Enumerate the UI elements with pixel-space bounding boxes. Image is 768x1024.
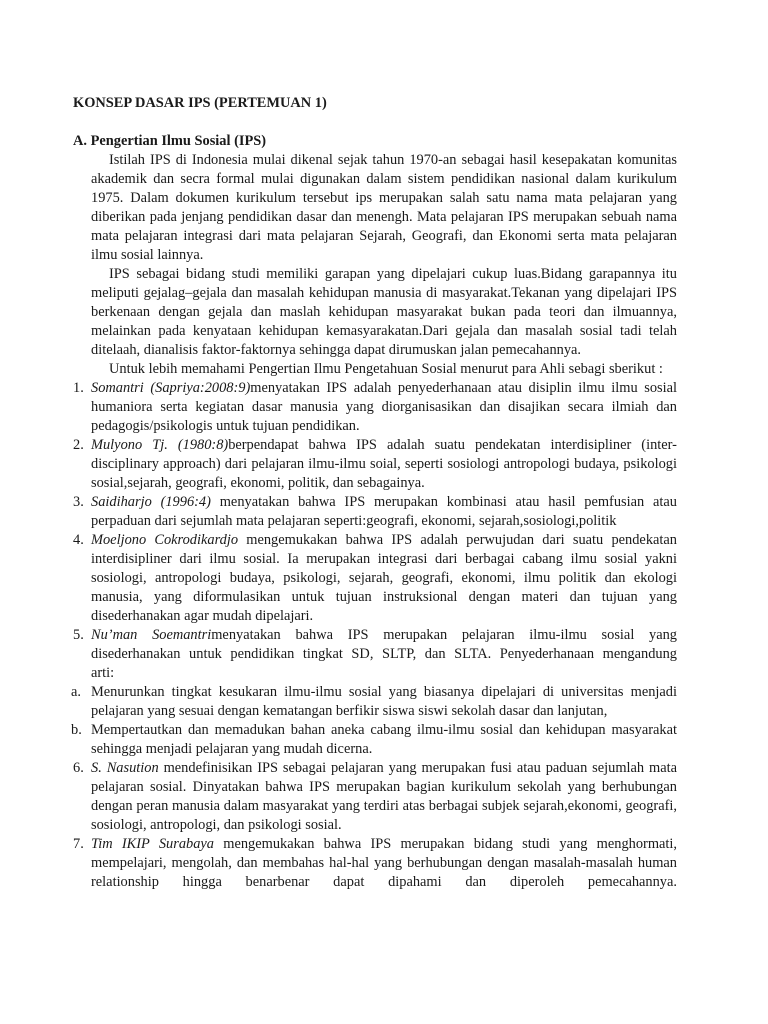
list-marker: 7. bbox=[73, 836, 84, 852]
sub-point-text: Mempertautkan dan memadukan bahan aneka cabang ilmu-ilmu sosial dan kehidupan masyarakat sehingga menjadi pelajaran yang mudah dicerna. bbox=[91, 722, 677, 757]
list-marker: 2. bbox=[73, 437, 84, 453]
expert-text: mendefinisikan IPS sebagai pelajaran yang merupakan fusi atau paduan sejumlah mata pelajaran sosial. Dinyatakan bahwa IPS merupakan bagian kurikulum sekolah yang berhubungan dengan peran manusia dalam masyarakat yang terdiri atas berbagai subjek sejarah,ekonomi, geografi, sosiologi, antropologi, dan psikologi sosial. bbox=[91, 760, 678, 833]
expert-text: berpendapat bahwa IPS adalah suatu pendekatan interdisipliner (inter-disciplinary approach) dari pelajaran ilmu-ilmu soial, seperti sosiologi antropologi budaya, psikologi sosial,sejarah, geografi, ekonomi, politik, dan sebagainya. bbox=[91, 437, 677, 491]
paragraph: Istilah IPS di Indonesia mulai dikenal sejak tahun 1970-an sebagai hasil kesepakatan komunitas akademik dan secra formal mulai digunakan dalam sistem pendidikan nasional dalam kurikulum 1975. Dalam dokumen kurikulum tersebut ips merupakan salah satu nama mata pelajaran yang diberikan pada jenjang pendidikan dasar dan menengh. Mata pelajaran IPS merupakan sebuah nama mata pelajaran integrasi dari mata pelajaran Sejarah, Geografi, dan Ekonomi serta mata pelajaran ilmu sosial lainnya. bbox=[91, 152, 677, 263]
list-marker: 5. bbox=[73, 627, 84, 643]
list-item bbox=[73, 759, 677, 835]
expert-text: mengemukakan bahwa IPS merupakan bidang studi yang menghormati, mempelajari, mengolah, dan membahas hal-hal yang berhubungan dengan masalah-masalah human relationship hingga benarbenar dapat dipahami dan diperoleh pemecahannya. bbox=[91, 836, 677, 890]
expert-name: Mulyono Tj. (1980:8) bbox=[91, 437, 229, 453]
expert-name: Moeljono Cokrodikardjo bbox=[91, 532, 239, 548]
expert-text: menyatakan bahwa IPS merupakan pelajaran ilmu-ilmu sosial yang disederhanakan untuk pendidikan tingkat SD, SLTP, dan SLTA. Penyederhanaan mengandung arti: bbox=[91, 627, 677, 681]
list-marker: b. bbox=[71, 722, 82, 738]
list-item bbox=[73, 493, 677, 531]
list-marker: 6. bbox=[73, 760, 84, 776]
paragraph: IPS sebagai bidang studi memiliki garapan yang dipelajari cukup luas.Bidang garapannya itu meliputi gejalag–gejala dan masalah kehidupan manusia di masyarakat.Tekanan yang dipelajari IPS berkenaan dengan gejala dan maslah kehidupan masyarakat bukan pada teori dan ilmuannya, melainkan pada kenyataan kehidupan kemasyarakatan.Dari gejala dan masalah sosial tadi telah ditelaah, dianalisis faktor-faktornya sehingga dapat dirumuskan jalan pemecahannya. bbox=[91, 266, 677, 358]
expert-text: menyatakan IPS adalah penyederhanaan atau disiplin ilmu ilmu sosial humaniora serta kegiatan dasar manusia yang diorganisasikan dan disajikan secara ilmiah dan pedagogis/psikologis untuk tujuan pendidikan. bbox=[91, 380, 678, 434]
document-title: KONSEP DASAR IPS (PERTEMUAN 1) bbox=[73, 95, 327, 111]
list-item bbox=[73, 531, 677, 626]
list-marker: a. bbox=[71, 684, 81, 700]
list-item bbox=[73, 626, 677, 683]
expert-name: Tim IKIP Surabaya bbox=[91, 836, 215, 852]
expert-name: S. Nasution bbox=[91, 760, 159, 776]
list-marker: 4. bbox=[73, 532, 84, 548]
document-content bbox=[73, 94, 677, 892]
expert-name: Nu’man Soemantri bbox=[91, 627, 212, 643]
list-item bbox=[73, 835, 677, 892]
list-item bbox=[73, 436, 677, 493]
expert-name: Saidiharjo (1996:4) bbox=[91, 494, 211, 510]
sub-point-text: Menurunkan tingkat kesukaran ilmu-ilmu sosial yang biasanya dipelajari di universitas menjadi pelajaran yang sesuai dengan kematangan berfikir siswa siswi sekolah dasar dan lanjutan, bbox=[91, 684, 677, 719]
expert-name: Somantri (Sapriya:2008:9) bbox=[91, 380, 251, 396]
list-item bbox=[73, 379, 677, 436]
expert-text: mengemukakan bahwa IPS adalah perwujudan dari suatu pendekatan interdisipliner dari ilmu sosial. Ia merupakan integrasi dari berbagai cabang ilmu sosial yakni sosiologi, antropologi budaya, psikologi, sejarah, geografi, ekonomi, ilmu politik dan ekologi manusia, yang diformulasikan untuk tujuan instruksional dengan materi dan tujuan yang disederhanakan agar mudah dipelajari. bbox=[91, 532, 677, 624]
section-heading: A. Pengertian Ilmu Sosial (IPS) bbox=[73, 133, 267, 149]
list-item bbox=[73, 683, 677, 721]
paragraph: Untuk lebih memahami Pengertian Ilmu Pengetahuan Sosial menurut para Ahli sebagi sberikut : bbox=[109, 361, 663, 377]
list-marker: 1. bbox=[73, 380, 84, 396]
expert-text: menyatakan bahwa IPS merupakan kombinasi atau hasil pemfusian atau perpaduan dari sejumlah mata pelajaran seperti:geografi, ekonomi, sejarah,sosiologi,politik bbox=[91, 494, 677, 529]
list-item bbox=[73, 721, 677, 759]
list-marker: 3. bbox=[73, 494, 84, 510]
expert-list bbox=[73, 379, 677, 892]
